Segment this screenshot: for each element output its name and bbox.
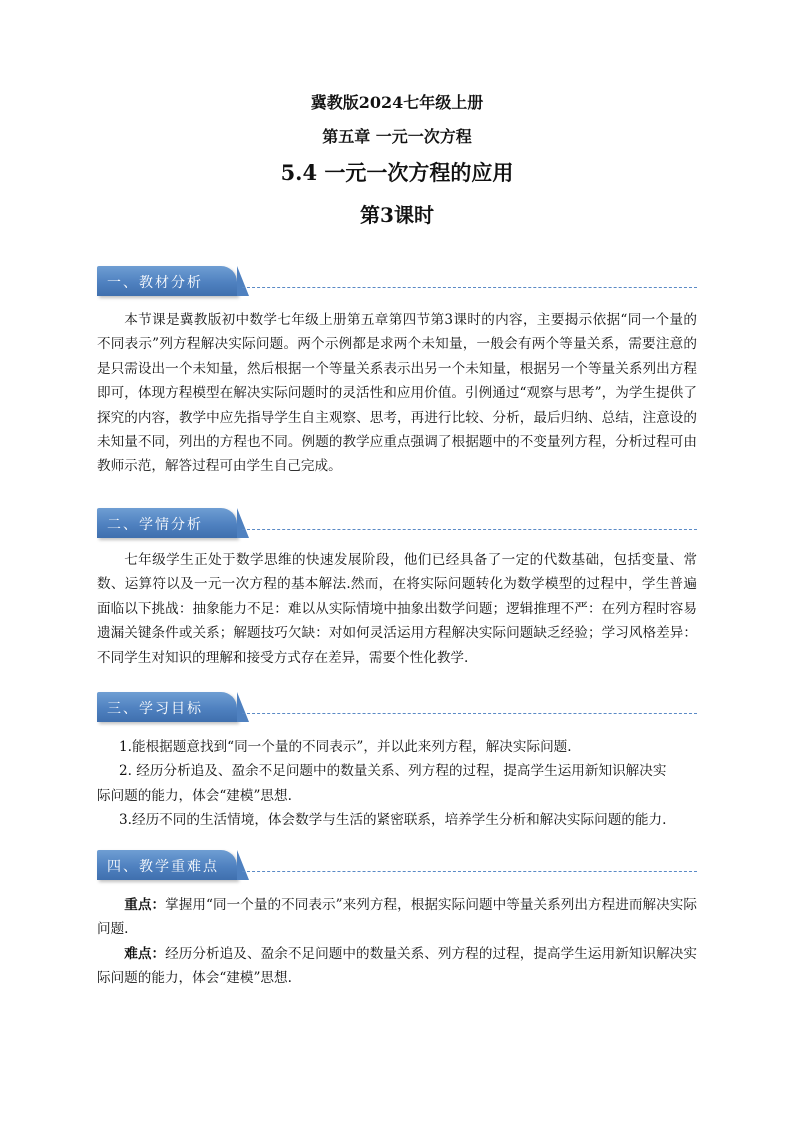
difficult-point-label: 难点： (124, 945, 166, 962)
key-point-label: 重点： (124, 897, 166, 913)
section-body-key-difficult-points (97, 893, 697, 991)
section-header-key-difficult-points (97, 850, 697, 882)
section-title: 5.4 一元一次方程的应用 (280, 160, 514, 185)
key-point (97, 893, 697, 942)
section-tab (97, 850, 237, 880)
section-tab-label: 一、教材分析 (107, 275, 203, 291)
lesson-title: 第3课时 (360, 203, 434, 227)
goal-item-3: 3.经历不同的生活情境，体会数学与生活的紧密联系，培养学生分析和解决实际问题的能力. (119, 812, 667, 829)
section-tab (97, 508, 237, 538)
section-body-textbook-analysis (97, 308, 697, 479)
paragraph: 本节课是冀教版初中数学七年级上册第五章第四节第3课时的内容，主要揭示依据“同一个量的不同表示”列方程解决实际问题。两个示例都是求两个未知量，一般会有两个等量关系，需要注意的是只需设出一个未知量，然后根据一个等量关系表示出另一个未知量，根据另一个等量关系列出方程即可，体现方程模型在解决实际问题时的灵活性和应用价值。引例通过“观察与思考”，为学生提供了探究的内容，教学中应先指导学生自主观察、思考，再进行比较、分析，最后归纳、总结，注意设的未知量不同，列出的方程也不同。例题的教学应重点强调了根据题中的不变量列方程，分析过程可由教师示范，解答过程可由学生自己完成。 (97, 312, 697, 475)
difficult-point (97, 942, 697, 991)
title-block (0, 88, 794, 229)
dashed-divider (242, 529, 697, 530)
section-tab (97, 266, 237, 296)
section-body-student-analysis (97, 548, 697, 670)
goal-item-2: 2. 经历分析追及、盈余不足问题中的数量关系、列方程的过程，提高学生运用新知识解决实 (119, 763, 667, 780)
difficult-point-text: 经历分析追及、盈余不足问题中的数量关系、列方程的过程，提高学生运用新知识解决实际问题的能力，体会“建模”思想. (97, 945, 698, 987)
section-header-learning-goals (97, 692, 697, 724)
chapter-title: 第五章 一元一次方程 (322, 127, 472, 146)
section-body-learning-goals (97, 735, 697, 833)
key-point-text: 掌握用“同一个量的不同表示”来列方程，根据实际问题中等量关系列出方程进而解决实际问题. (97, 897, 698, 938)
section-tab (97, 692, 237, 722)
dashed-divider (242, 871, 697, 872)
section-header-textbook-analysis (97, 266, 697, 298)
goal-item-1: 1.能根据题意找到“同一个量的不同表示”，并以此来列方程，解决实际问题. (119, 739, 572, 755)
paragraph: 七年级学生正处于数学思维的快速发展阶段，他们已经具备了一定的代数基础，包括变量、常数、运算符以及一元一次方程的基本解法.然而，在将实际问题转化为数学模型的过程中，学生普遍面临以下挑战：抽象能力不足：难以从实际情境中抽象出数学问题；逻辑推理不严：在列方程时容易遗漏关键条件或关系；解题技巧欠缺：对如何灵活运用方程解决实际问题缺乏经验；学习风格差异：不同学生对知识的理解和接受方式存在差异，需要个性化教学. (97, 552, 697, 666)
goal-item-2-continued: 际问题的能力，体会“建模”思想. (97, 787, 292, 804)
dashed-divider (242, 713, 697, 714)
section-tab-label: 四、教学重难点 (107, 859, 219, 875)
dashed-divider (242, 287, 697, 288)
section-header-student-analysis (97, 508, 697, 540)
book-title: 冀教版2024七年级上册 (310, 93, 484, 112)
section-tab-label: 三、学习目标 (107, 701, 203, 717)
section-tab-label: 二、学情分析 (107, 517, 203, 533)
